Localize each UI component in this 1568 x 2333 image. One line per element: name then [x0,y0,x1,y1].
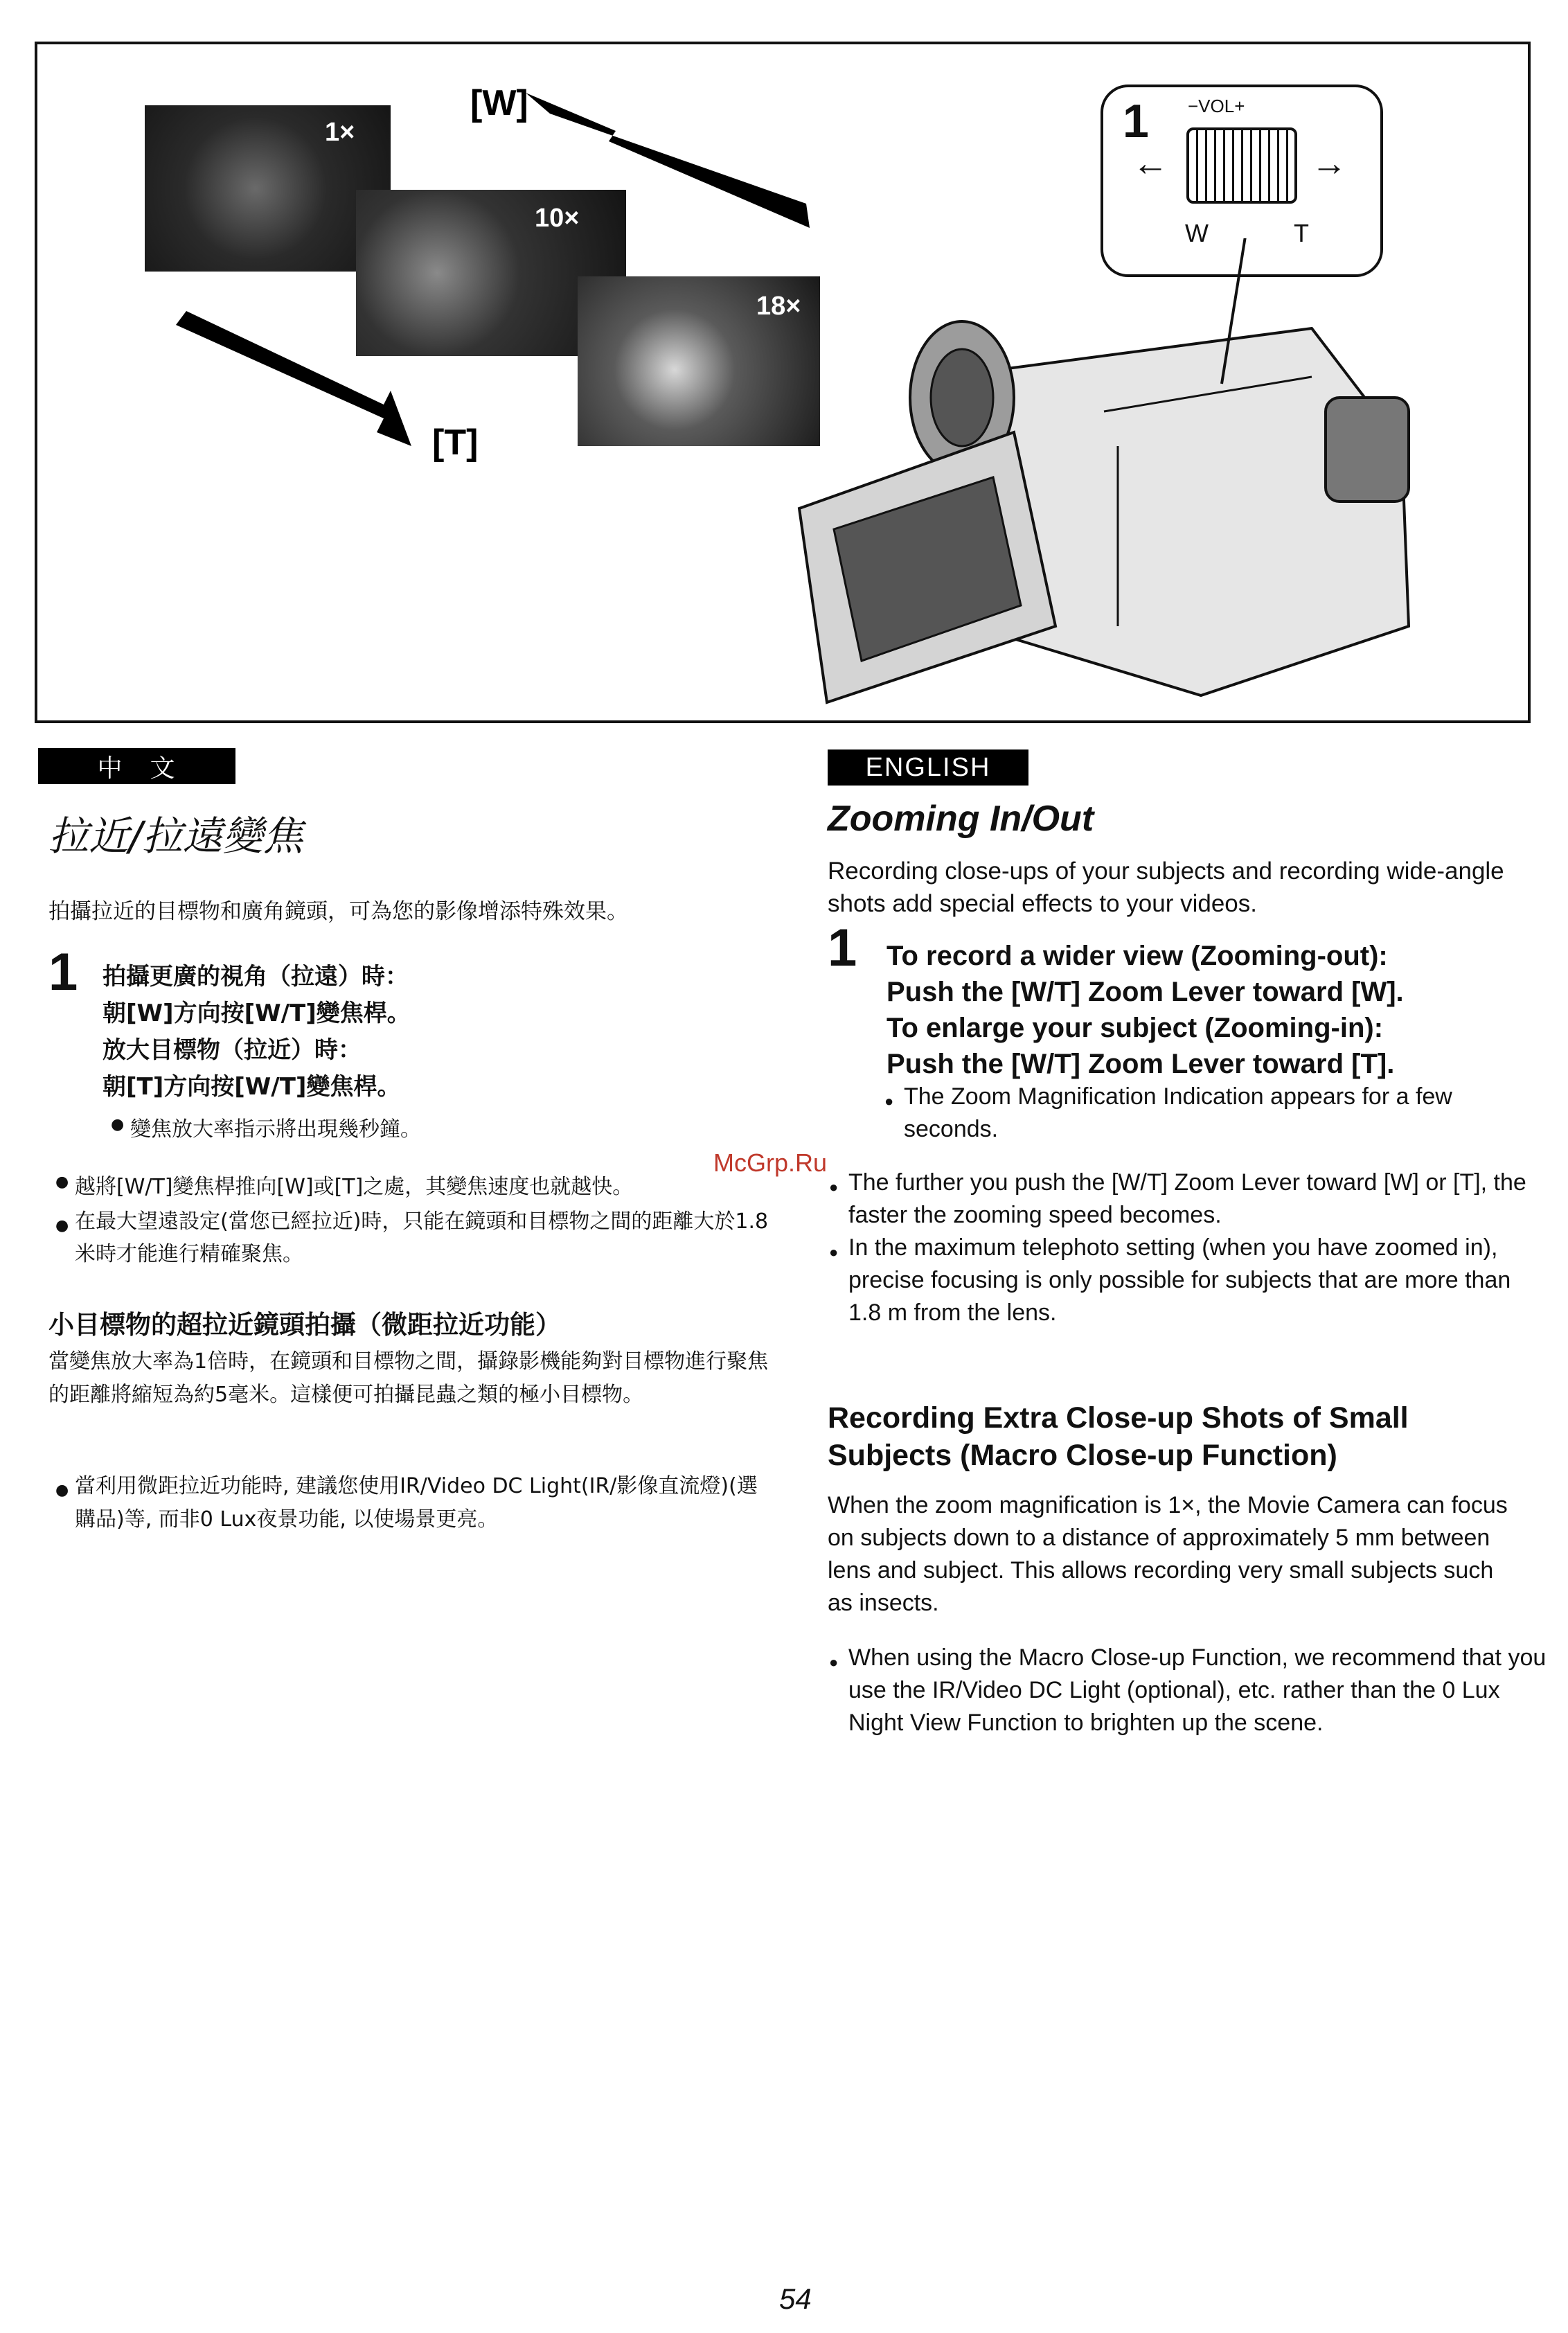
arrow-to-t-icon [176,311,411,446]
zoom-lever[interactable] [1186,127,1297,204]
zoom-label-1x: 1× [325,118,355,147]
chinese-macro-bullet: ● 當利用微距拉近功能時, 建議您使用IR/Video DC Light(IR/影像直流燈)(選購品)等, 而非0 Lux夜景功能, 以使場景更亮。 [75,1470,774,1536]
chinese-macro-title: 小目標物的超拉近鏡頭拍攝（微距拉近功能） [48,1310,561,1340]
chinese-step-line: 拍攝更廣的視角（拉遠）時： [103,963,409,991]
chinese-macro-body: 當變焦放大率為1倍時，在鏡頭和目標物之間，攝錄影機能夠對目標物進行聚焦的距離將縮短為約5毫米。這樣便可拍攝昆蟲之類的極小目標物。 [48,1349,769,1407]
english-macro-body: When the zoom magnification is 1×, the Movie Camera can focus on subjects down to a distance of approximately 5 mm between lens and subject. This allows recording very small subjects such as insects. [828,1492,1508,1616]
left-arrow-icon: ← [1132,143,1168,184]
label-w: [W] [470,83,528,123]
illustration-frame [35,42,1531,723]
english-intro: Recording close-ups of your subjects and recording wide-angle shots add special effects to your videos. [828,858,1504,917]
english-bullet: ● In the maximum telephoto setting (when you have zoomed in), precise focusing is only possible for subjects that are more than 1.8 m from the lens. [848,1232,1534,1329]
callout-w: W [1185,219,1209,247]
english-step-line: Push the [W/T] Zoom Lever toward [T]. [887,1049,1395,1079]
chinese-section-tag: 中 文 [38,748,235,784]
zoom-label-10x: 10× [535,204,580,233]
chinese-step-lines [103,959,411,1106]
camcorder-drawing [785,238,1492,709]
english-step-number: 1 [828,919,857,977]
english-step-line: Push the [W/T] Zoom Lever toward [W]. [887,977,1404,1007]
watermark: McGrp.Ru [713,1148,828,1177]
label-t: [T] [432,423,479,463]
right-arrow-icon: → [1311,143,1347,184]
vol-label: −VOL+ [1188,96,1245,116]
chinese-step-line: 朝[T]方向按[W/T]變焦桿。 [103,1073,401,1101]
zoom-label-18x: 18× [756,292,801,321]
english-step-line: To record a wider view (Zooming-out): [887,941,1388,971]
callout-t: T [1294,219,1309,247]
chinese-intro: 拍攝拉近的目標物和廣角鏡頭，可為您的影像增添特殊效果。 [48,899,628,924]
english-bullet: ● The further you push the [W/T] Zoom Lever toward [W] or [T], the faster the zooming speed becomes. [848,1166,1527,1232]
english-section-tag: ENGLISH [828,749,1028,786]
english-macro-bullet: ● When using the Macro Close-up Function, we recommend that you use the IR/Video DC Light (optional), etc. rather than the 0 Lux Night View Function to brighten up the scene. [848,1642,1548,1739]
english-title: Zooming In/Out [828,799,1094,839]
page-number: 54 [779,2282,812,2315]
chinese-bullet: ● 越將[W/T]變焦桿推向[W]或[T]之處，其變焦速度也就越快。 [75,1169,774,1200]
chinese-step-line: 朝[W]方向按[W/T]變焦桿。 [103,1000,411,1027]
chinese-bullet: ● 在最大望遠設定(當您已經拉近)時，只能在鏡頭和目標物之間的距離大於1.8米時才能進行精確聚焦。 [75,1205,774,1270]
chinese-step-number: 1 [48,943,78,1002]
chinese-step-line: 放大目標物（拉近）時： [103,1036,362,1064]
english-macro-title: Recording Extra Close-up Shots of Small Subjects (Macro Close-up Function) [828,1401,1409,1472]
chinese-title: 拉近/拉遠變焦 [48,813,303,860]
english-step-line: To enlarge your subject (Zooming-in): [887,1013,1384,1043]
arrow-to-w-icon [526,93,810,228]
english-step-note: ● The Zoom Magnification Indication appears for a few seconds. [904,1081,1513,1146]
chinese-step-note: ● 變焦放大率指示將出現幾秒鐘。 [130,1112,421,1142]
english-step-lines [887,938,1404,1082]
callout-step-number: 1 [1123,95,1149,148]
